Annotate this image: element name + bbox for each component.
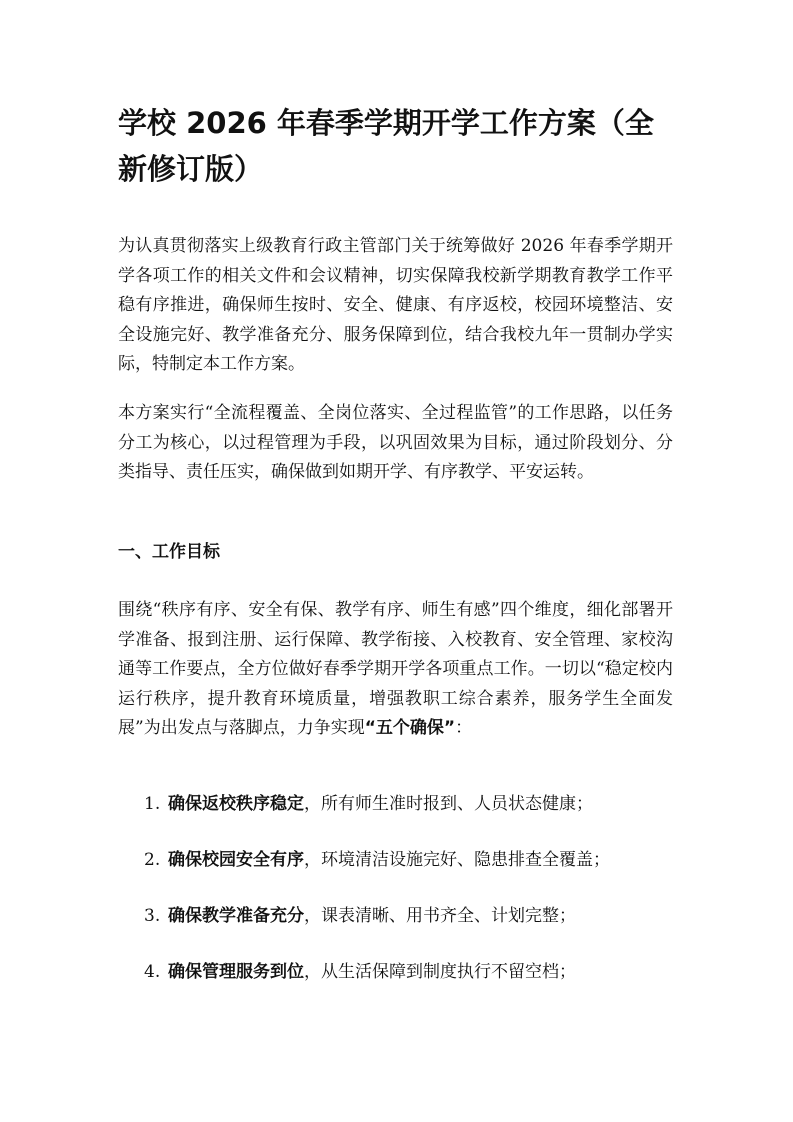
section-heading-goals: 一、工作目标 xyxy=(118,542,220,562)
list-item xyxy=(144,902,674,931)
list-item-bold: 确保教学准备充分 xyxy=(168,906,304,926)
goals-emphasis: “五个确保” xyxy=(364,718,456,738)
list-item-bold: 确保管理服务到位 xyxy=(168,962,304,982)
list-item-text: ，课表清晰、用书齐全、计划完整； xyxy=(304,906,576,926)
intro-paragraph: 为认真贯彻落实上级教育行政主管部门关于统筹做好 2026 年春季学期开学各项工作的相关文件和会议精神，切实保障我校新学期教育教学工作平稳有序推进，确保师生按时、安全、健康、有序返校，校园环境整洁、安全设施完好、教学准备充分、服务保障到位，结合我校九年一贯制办学实际，特制定本工作方案。 xyxy=(118,236,673,374)
list-item-text: ，从生活保障到制度执行不留空档； xyxy=(304,962,576,982)
list-item-text: ，环境清洁设施完好、隐患排查全覆盖； xyxy=(304,850,610,870)
list-item-text: ，所有师生准时报到、人员状态健康； xyxy=(304,794,593,814)
document-title: 学校 2026 年春季学期开学工作方案（全新修订版） xyxy=(118,106,654,186)
list-item-number: 4. xyxy=(144,962,161,982)
list-item-bold: 确保返校秩序稳定 xyxy=(168,794,304,814)
goals-body-text: 围绕“秩序有序、安全有保、教学有序、师生有感”四个维度，细化部署开学准备、报到注册、运行保障、教学衔接、入校教育、安全管理、家校沟通等工作要点，全方位做好春季学期开学各项重点工作。一切以“稳定校内运行秩序，提升教育环境质量，增强教职工综合素养，服务学生全面发展”为出发点与落脚点，力争实现 xyxy=(118,600,673,738)
list-item-number: 1. xyxy=(144,794,161,814)
goals-paragraph xyxy=(118,596,673,744)
list-item xyxy=(144,958,674,987)
approach-paragraph: 本方案实行“全流程覆盖、全岗位落实、全过程监管”的工作思路，以任务分工为核心，以过程管理为手段，以巩固效果为目标，通过阶段划分、分类指导、责任压实，确保做到如期开学、有序教学、平安运转。 xyxy=(118,403,673,482)
list-item-bold: 确保校园安全有序 xyxy=(168,850,304,870)
list-item-number: 3. xyxy=(144,906,161,926)
list-item-number: 2. xyxy=(144,850,161,870)
goals-colon: ： xyxy=(455,718,473,738)
list-item xyxy=(144,846,674,875)
list-item xyxy=(144,790,674,819)
